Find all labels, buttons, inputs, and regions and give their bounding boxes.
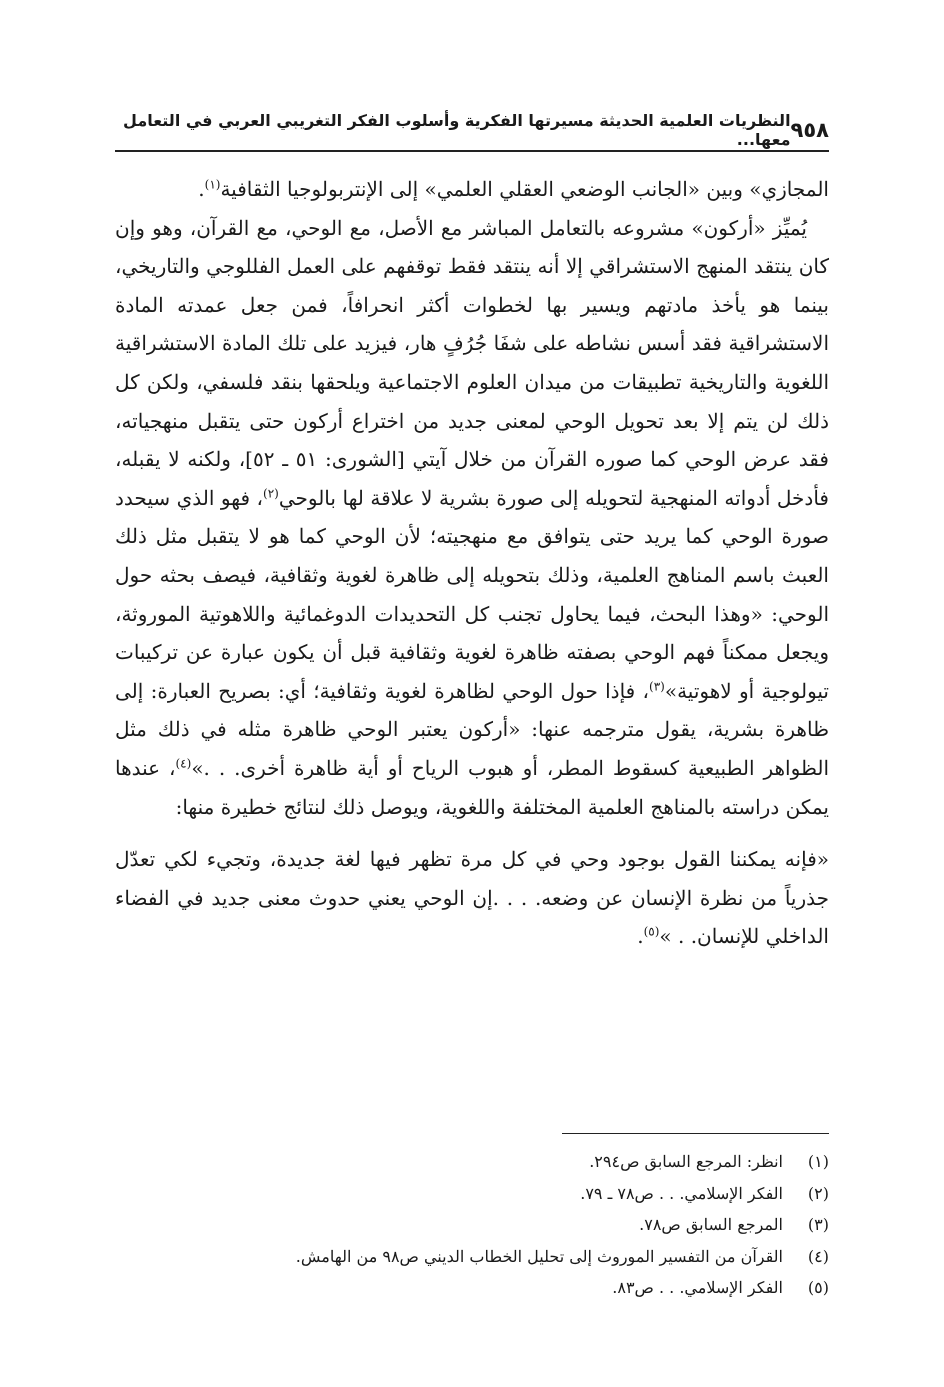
paragraph-1 [115,170,829,209]
footnote-ref-1: (١) [204,177,221,192]
footnote-ref-3: (٣) [649,679,665,694]
footnote-number: (٢) [807,1183,829,1203]
footnote-item [115,1146,829,1178]
footnote-text: المرجع السابق ص٧٨. [639,1215,783,1234]
body-text [115,170,829,956]
footnote-text: الفكر الإسلامي. . . ص٨٣. [612,1278,783,1297]
paragraph-2-part-c: ، فإذا حول الوحي لظاهرة لغوية وثقافية؛ أي: بصريح العبارة: إلى ظاهرة بشرية، يقول مترجمه عنها: «أركون يعتبر الوحي ظاهرة مثله في ذلك مثل الظواهر الطبيعية كسقوط المطر، أو هبوب الرياح أو أية ظاهرة أخرى. . .» [115,678,830,780]
paragraph-2-part-a: يُميِّز «أركون» مشروعه بالتعامل المباشر مع الأصل، مع الوحي، مع القرآن، وهو وإن كان ينتقد المنهج الاستشراقي إلا أنه ينتقد فقط توقفهم على العمل الفللوجي والتاريخي، بينما هو يأخذ مادتهم ويسير بها لخطوات أكثر انحرافاً، فمن جعل عمدته المادة الاستشراقية فقد أسس نشاطه على شفَا جُرُفٍ هار، فيزيد على تلك المادة الاستشراقية اللغوية والتاريخية تطبيقات من ميدان العلوم الاجتماعية ويلحقها بنقد فلسفي، ولكن كل ذلك لن يتم إلا بعد تحويل الوحي لمعنى جديد من اختراع أركون حتى يتقبل منهجياته، فقد عرض الوحي كما صوره القرآن من خلال آيتي [الشورى: ٥١ ـ ٥٢]، ولكنه لا يقبله، فأدخل أدواته المنهجية لتحويله إلى صورة بشرية لا علاقة لها بالوحي [115,215,829,510]
footnote-text: الفكر الإسلامي. . . ص٧٨ ـ ٧٩. [580,1183,783,1203]
footnote-item [115,1209,829,1241]
paragraph-2 [115,209,829,827]
paragraph-2-part-d: ، عندها يمكن دراسته بالمناهج العلمية المختلفة واللغوية، ويوصل ذلك لنتائج خطيرة منها: [115,755,829,819]
footnote-item [115,1241,829,1273]
footnote-ref-4: (٤) [175,756,192,771]
footnote-number: (٥) [807,1278,829,1297]
footnote-text: القرآن من التفسير الموروث إلى تحليل الخطاب الديني ص٩٨ من الهامش. [295,1246,783,1266]
footnote-number: (١) [807,1152,829,1171]
paragraph-1-text: المجازي» وبين «الجانب الوضعي العقلي العلمي» إلى الإنتربولوجيا الثقافية [220,177,829,201]
footnote-ref-2: (٢) [263,486,279,501]
running-title: النظريات العلمية الحديثة مسيرتها الفكرية وأسلوب الفكر التغريبي العربي في التعامل معها... [123,111,791,149]
footnote-item [115,1272,829,1304]
footnote-divider [562,1133,829,1134]
page-header [115,110,829,152]
footnote-item [115,1178,829,1210]
paragraph-2-part-b: ، فهو الذي سيحدد صورة الوحي كما يريد حتى يتوافق مع منهجيته؛ لأن الوحي كما هو لا يتقبل مثل ذلك العبث باسم المناهج العلمية، وذلك بتحويله إلى ظاهرة لغوية وثقافية، فيصف بحثه حول الوحي: «وهذا البحث، فيما يحاول تجنب كل التحديدات الدوغمائية واللاهوتية الموروثة، ويجعل ممكناً فهم الوحي بصفته ظاهرة لغوية وثقافية قبل أن يكون عبارة عن تركيبات تيولوجية أو لاهوتية» [115,485,829,703]
block-quote-end: . [637,924,644,949]
block-quote-text: «فإنه يمكننا القول بوجود وحي في كل مرة تظهر فيها لغة جديدة، وتجيء لكي تعدّل جذرياً من نظرة الإنسان عن وضعه. . . .إن الوحي يعني حدوث معنى جديد في الفضاء الداخلي للإنسان. . » [115,847,829,949]
paragraph-1-end: . [198,177,205,201]
footnote-ref-5: (٥) [643,924,660,939]
footnotes [115,1146,829,1304]
footnote-text: انظر: المرجع السابق ص٢٩٤. [589,1152,783,1171]
footnote-number: (٤) [807,1246,829,1266]
footnote-number: (٣) [807,1215,829,1234]
block-quote [115,840,829,956]
page-number: ٩٥٨ [790,118,829,142]
